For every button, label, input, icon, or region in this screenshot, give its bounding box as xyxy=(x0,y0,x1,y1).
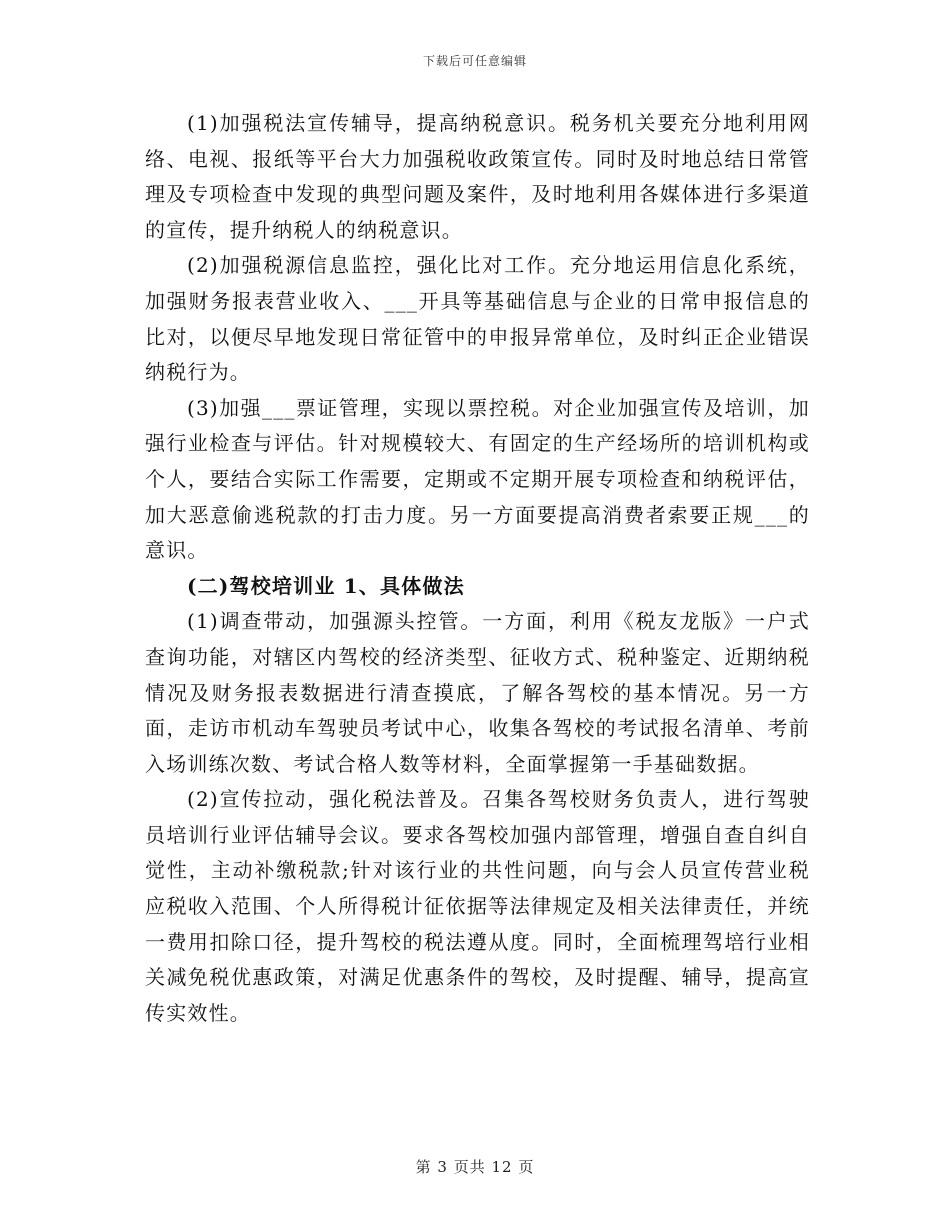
paragraph-1: (1)加强税法宣传辅导，提高纳税意识。税务机关要充分地利用网络、电视、报纸等平台大力加强税收政策宣传。同时及时地总结日常管理及专项检查中发现的典型问题及案件，及时地利用各媒体进行多渠道的宣传，提升纳税人的纳税意识。 xyxy=(145,111,810,242)
page-header: 下载后可任意编辑 xyxy=(422,54,527,68)
page-number-footer: 第 3 页共 12 页 xyxy=(415,1158,535,1176)
section-heading: (二)驾校培训业 1、具体做法 xyxy=(187,573,465,598)
paragraph-5: (2)宣传拉动，强化税法普及。召集各驾校财务负责人，进行驾驶员培训行业评估辅导会议。要求各驾校加强内部管理，增强自查自纠自觉性，主动补缴税款;针对该行业的共性问题，向与会人员宣传营业税应税收入范围、个人所得税计征依据等法律规定及相关法律责任，并统一费用扣除口径，提升驾校的税法遵从度。同时，全面梳理驾培行业相关减免税优惠政策，对满足优惠条件的驾校，及时提醒、辅导，提高宣传实效性。 xyxy=(145,787,810,1025)
document-body xyxy=(145,106,810,1031)
paragraph-4: (1)调查带动，加强源头控管。一方面，利用《税友龙版》一户式查询功能，对辖区内驾校的经济类型、征收方式、税种鉴定、近期纳税情况及财务报表数据进行清查摸底，了解各驾校的基本情况。另一方面，走访市机动车驾驶员考试中心，收集各驾校的考试报名清单、考前入场训练次数、考试合格人数等材料，全面掌握第一手基础数据。 xyxy=(145,609,810,776)
paragraph-2: (2)加强税源信息监控，强化比对工作。充分地运用信息化系统，加强财务报表营业收入、___开具等基础信息与企业的日常申报信息的比对，以便尽早地发现日常征管中的申报异常单位，及时纠正企业错误纳税行为。 xyxy=(145,253,810,385)
paragraph-3: (3)加强___票证管理，实现以票控税。对企业加强宣传及培训，加强行业检查与评估。针对规模较大、有固定的生产经场所的培训机构或个人，要结合实际工作需要，定期或不定期开展专项检查和纳税评估，加大恶意偷逃税款的打击力度。另一方面要提高消费者索要正规___的意识。 xyxy=(145,395,810,563)
